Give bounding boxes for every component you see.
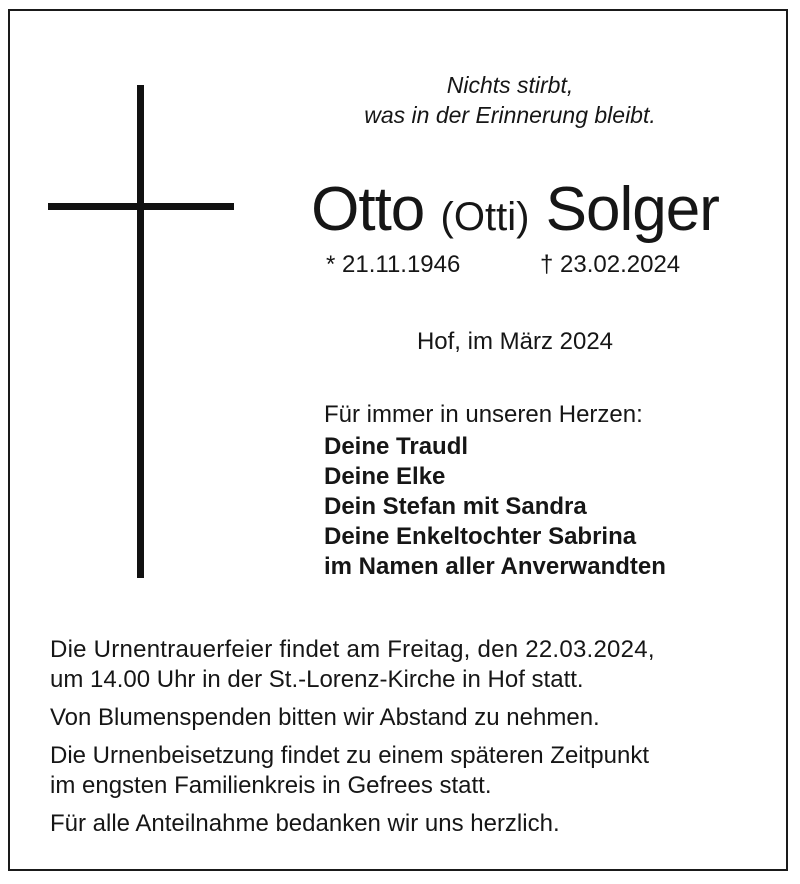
- nickname: (Otti): [440, 195, 530, 239]
- burial-line-2: im engsten Familienkreis in Gefrees statt.: [50, 772, 492, 799]
- birth-date: * 21.11.1946: [326, 251, 461, 278]
- notices-block: [50, 635, 755, 847]
- ceremony-notice: [50, 635, 755, 695]
- quote-line-1: Nichts stirbt,: [446, 72, 574, 98]
- ceremony-line-1: Die Urnentrauerfeier findet am Freitag, den 22.03.2024,: [50, 636, 655, 663]
- flowers-notice: Von Blumenspenden bitten wir Abstand zu nehmen.: [50, 704, 600, 731]
- mourners-intro: Für immer in unseren Herzen:: [324, 401, 643, 428]
- mourner-name: Deine Enkeltochter Sabrina: [324, 523, 637, 550]
- burial-notice: [50, 741, 755, 801]
- thanks-notice: Für alle Anteilnahme bedanken wir uns herzlich.: [50, 810, 560, 837]
- death-date: † 23.02.2024: [540, 251, 681, 278]
- last-name: Solger: [545, 175, 719, 244]
- ceremony-line-2: um 14.00 Uhr in der St.-Lorenz-Kirche in Hof statt.: [50, 666, 584, 693]
- quote-line-2: was in der Erinnerung bleibt.: [364, 102, 656, 128]
- cross-horizontal-bar: [48, 203, 234, 210]
- mourner-name: Deine Elke: [324, 463, 446, 490]
- mourner-name: im Namen aller Anverwandten: [324, 553, 666, 580]
- mourner-name: Deine Traudl: [324, 433, 469, 460]
- first-name: Otto: [311, 175, 425, 244]
- deceased-name: [260, 170, 770, 257]
- mourner-name: Dein Stefan mit Sandra: [324, 493, 587, 520]
- place-date: Hof, im März 2024: [416, 328, 614, 355]
- mourners-block: [324, 400, 666, 582]
- cross-vertical-bar: [137, 85, 144, 578]
- burial-line-1: Die Urnenbeisetzung findet zu einem späteren Zeitpunkt: [50, 742, 650, 769]
